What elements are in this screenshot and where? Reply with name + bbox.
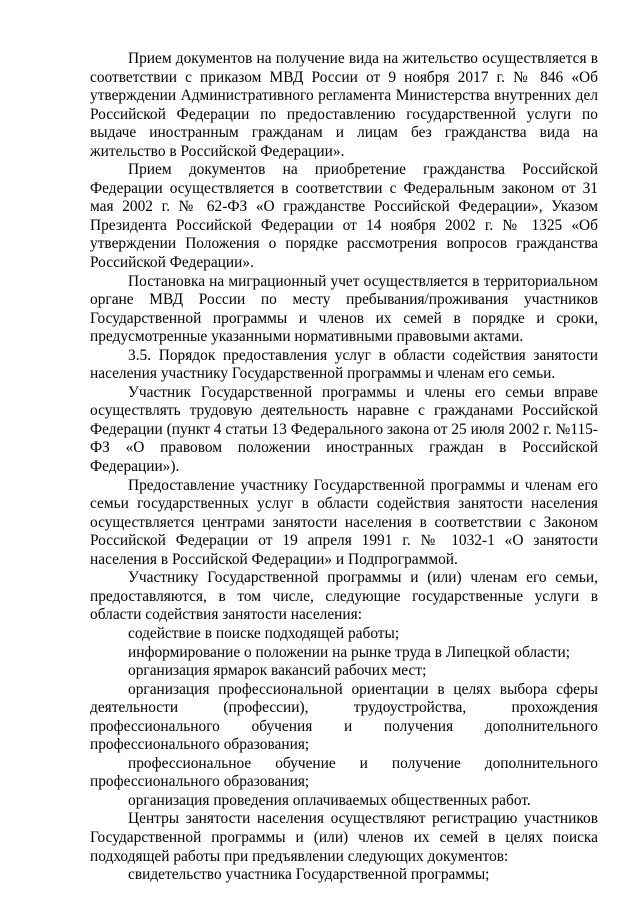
paragraph-registration-documents: Центры занятости населения осуществляют регистрацию участников Государственной программы и (или) членов их семей в целях поиска подходящей работы при предъявлении следующих документов: [90, 810, 598, 865]
paragraph-employment-services: Предоставление участнику Государственной программы и членам его семьи государственных услуг в области содействия занятости населения осуществляется центрами занятости населения в соответствии с Законом Российской Федерации от 19 апреля 1991 г. № 1032-1 «О занятости населения в Российской Федерации» и Подпрограммой. [90, 476, 598, 568]
list-item: организация проведения оплачиваемых общественных работ. [128, 791, 531, 809]
document-page [90, 50, 598, 885]
paragraph-section-3-5: 3.5. Порядок предоставления услуг в области содействия занятости населения участнику Государственной программы и членам его семьи. [90, 346, 598, 383]
list-item: информирование о положении на рынке труда в Липецкой области; [128, 643, 570, 661]
list-item: свидетельство участника Государственной программы; [128, 866, 490, 884]
list-item: организация ярмарок вакансий рабочих мест; [128, 662, 427, 680]
paragraph-services-intro: Участнику Государственной программы и (или) членам его семьи, предоставляются, в том числе, следующие государственные услуги в области содействия занятости населения: [90, 569, 598, 624]
list-item: содействие в поиске подходящей работы; [128, 624, 400, 642]
list-item: организация профессиональной ориентации в целях выбора сферы деятельности (профессии), трудоустройства, прохождения профессионального обучения и получения дополнительного профессионального образования; [90, 680, 598, 754]
paragraph-migration-registration: Постановка на миграционный учет осуществляется в территориальном органе МВД России по месту пребывания/проживания участников Государственной программы и членов их семей в порядке и сроки, предусмотренные указанными нормативными правовыми актами. [90, 272, 598, 346]
paragraph-citizenship: Прием документов на приобретение гражданства Российской Федерации осуществляется в соответствии с Федеральным законом от 31 мая 2002 г. № 62-ФЗ «О гражданстве Российской Федерации», Указом Президента Российской Федерации от 14 ноября 2002 г. № 1325 «Об утверждении Положения о порядке рассмотрения вопросов гражданства Российской Федерации». [90, 161, 598, 272]
list-item: профессиональное обучение и получение дополнительного профессионального образования; [90, 754, 598, 791]
paragraph-residence-permit: Прием документов на получение вида на жительство осуществляется в соответствии с приказом МВД России от 9 ноября 2017 г. № 846 «Об утверждении Административного регламента Министерства внутренних дел Российской Федерации по предоставлению государственной услуги по выдаче иностранным гражданам и лицам без гражданства вида на жительство в Российской Федерации». [90, 50, 598, 160]
paragraph-labor-rights: Участник Государственной программы и члены его семьи вправе осуществлять трудовую деятельность наравне с гражданами Российской Федерации (пункт 4 статьи 13 Федерального закона от 25 июля 2002 г. №115-ФЗ «О правовом положении иностранных граждан в Российской Федерации»). [90, 383, 598, 476]
